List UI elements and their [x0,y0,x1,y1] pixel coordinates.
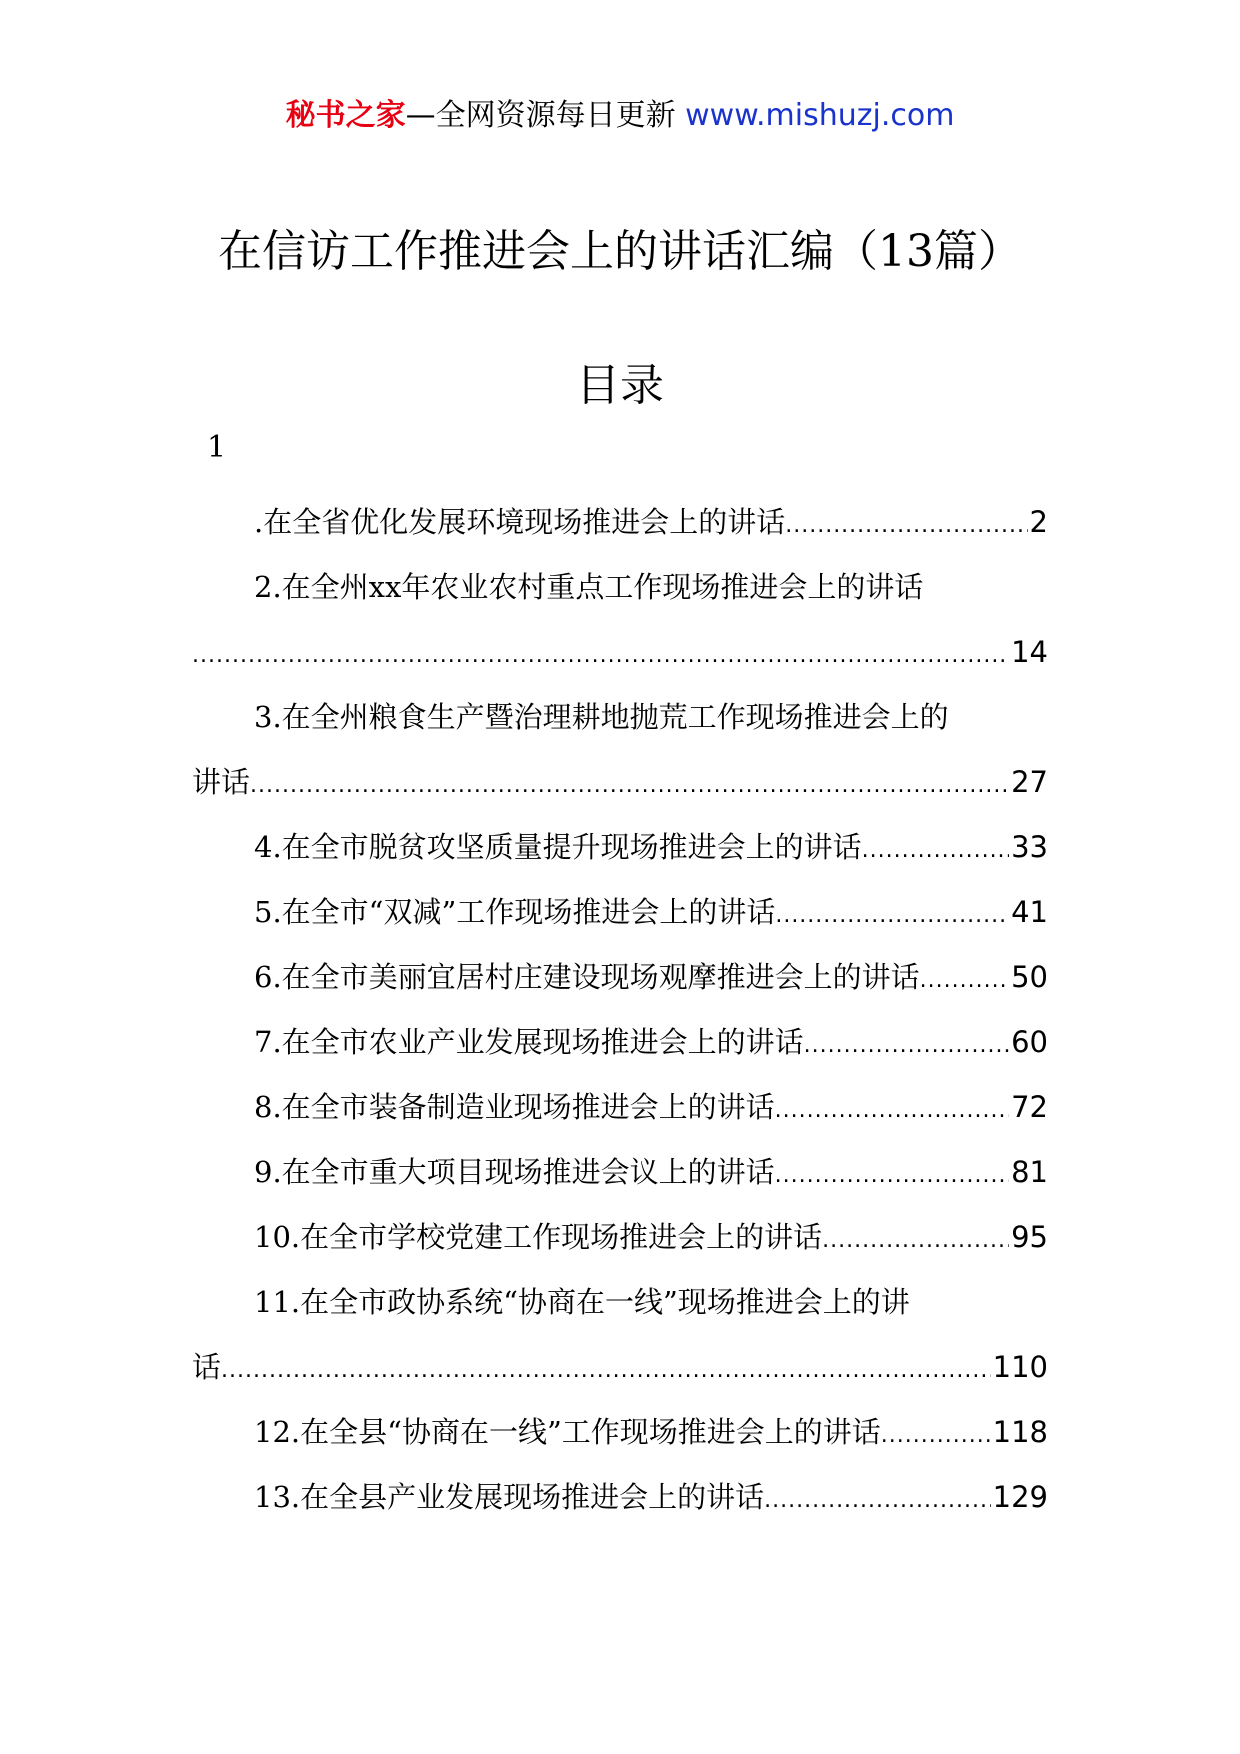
toc-entry-title: 7.在全市农业产业发展现场推进会上的讲话 [254,1025,804,1059]
toc-entry-line [192,1335,1048,1400]
toc-page-number: 110 [992,1350,1048,1384]
toc-entry-line [192,555,1048,620]
toc-entry-line [192,685,1048,750]
toc-entry-line [192,490,1048,555]
toc-entry-line [192,750,1048,815]
toc-entry[interactable] [192,1465,1048,1530]
toc-entry-title: 3.在全州粮食生产暨治理耕地抛荒工作现场推进会上的 [254,700,949,734]
toc-entry-line [192,945,1048,1010]
toc-entry-line [192,815,1048,880]
toc-page-number: 14 [1011,635,1048,669]
toc-entry-title: 9.在全市重大项目现场推进会议上的讲话 [254,1155,775,1189]
toc-dot-leader [785,490,1027,555]
table-of-contents [192,490,1048,1530]
toc-entry-line [192,1140,1048,1205]
brand-name: 秘书之家 [285,98,406,133]
toc-dot-leader [192,620,1009,685]
toc-dot-leader [250,750,1009,815]
toc-entry[interactable] [192,555,1048,685]
toc-entry[interactable] [192,880,1048,945]
toc-entry-line [192,1010,1048,1075]
toc-entry[interactable] [192,1205,1048,1270]
toc-dot-leader [775,1075,1009,1140]
toc-page-number: 2 [1029,505,1048,539]
toc-entry[interactable] [192,490,1048,555]
toc-entry-title: .在全省优化发展环境现场推进会上的讲话 [254,505,786,539]
toc-entry[interactable] [192,1075,1048,1140]
toc-entry-title: 8.在全市装备制造业现场推进会上的讲话 [254,1090,775,1124]
toc-entry[interactable] [192,1270,1048,1400]
toc-entry[interactable] [192,1010,1048,1075]
toc-entry[interactable] [192,685,1048,815]
toc-entry-title: 12.在全县“协商在一线”工作现场推进会上的讲话 [254,1415,881,1449]
toc-entry[interactable] [192,945,1048,1010]
toc-entry-title: 5.在全市“双减”工作现场推进会上的讲话 [254,895,776,929]
toc-entry-line [192,1400,1048,1465]
toc-entry[interactable] [192,1140,1048,1205]
toc-page-number: 95 [1011,1220,1048,1254]
toc-entry-title: 4.在全市脱贫攻坚质量提升现场推进会上的讲话 [254,830,862,864]
toc-page-number: 33 [1011,830,1048,864]
toc-page-number: 118 [992,1415,1048,1449]
toc-dot-leader [862,815,1009,880]
toc-page-number: 50 [1011,960,1048,994]
toc-entry-line [192,1075,1048,1140]
toc-dot-leader [822,1205,1009,1270]
toc-page-number: 27 [1011,765,1048,799]
toc-entry-title: 话 [192,1350,222,1384]
toc-heading: 目录 [576,360,664,411]
toc-dot-leader [920,945,1009,1010]
toc-dot-leader [764,1465,991,1530]
toc-entry-title: 11.在全市政协系统“协商在一线”现场推进会上的讲 [254,1285,910,1319]
site-url-link[interactable]: www.mishuzj.com [685,98,955,133]
toc-entry-line [192,880,1048,945]
toc-entry-title: 6.在全市美丽宜居村庄建设现场观摩推进会上的讲话 [254,960,920,994]
toc-page-number: 129 [992,1480,1048,1514]
toc-entry-line [192,1205,1048,1270]
toc-entry[interactable] [192,815,1048,880]
toc-entry-title: 2.在全州xx年农业农村重点工作现场推进会上的讲话 [254,570,924,604]
header-slogan: —全网资源每日更新 [405,98,676,133]
toc-dot-leader [221,1335,991,1400]
toc-entry-title: 13.在全县产业发展现场推进会上的讲话 [254,1480,765,1514]
stray-number: 1 [207,430,227,465]
toc-dot-leader [881,1400,991,1465]
toc-entry-line [192,620,1048,685]
toc-dot-leader [775,880,1009,945]
toc-dot-leader [804,1010,1009,1075]
toc-page-number: 81 [1011,1155,1048,1189]
toc-page-number: 60 [1011,1025,1048,1059]
toc-dot-leader [775,1140,1009,1205]
toc-entry-title: 10.在全市学校党建工作现场推进会上的讲话 [254,1220,823,1254]
document-title: 在信访工作推进会上的讲话汇编（13篇） [218,226,1022,277]
toc-entry[interactable] [192,1400,1048,1465]
site-header [0,96,1240,136]
toc-page-number: 72 [1011,1090,1048,1124]
toc-entry-line [192,1465,1048,1530]
toc-entry-title: 讲话 [192,765,251,799]
toc-entry-line [192,1270,1048,1335]
toc-page-number: 41 [1011,895,1048,929]
